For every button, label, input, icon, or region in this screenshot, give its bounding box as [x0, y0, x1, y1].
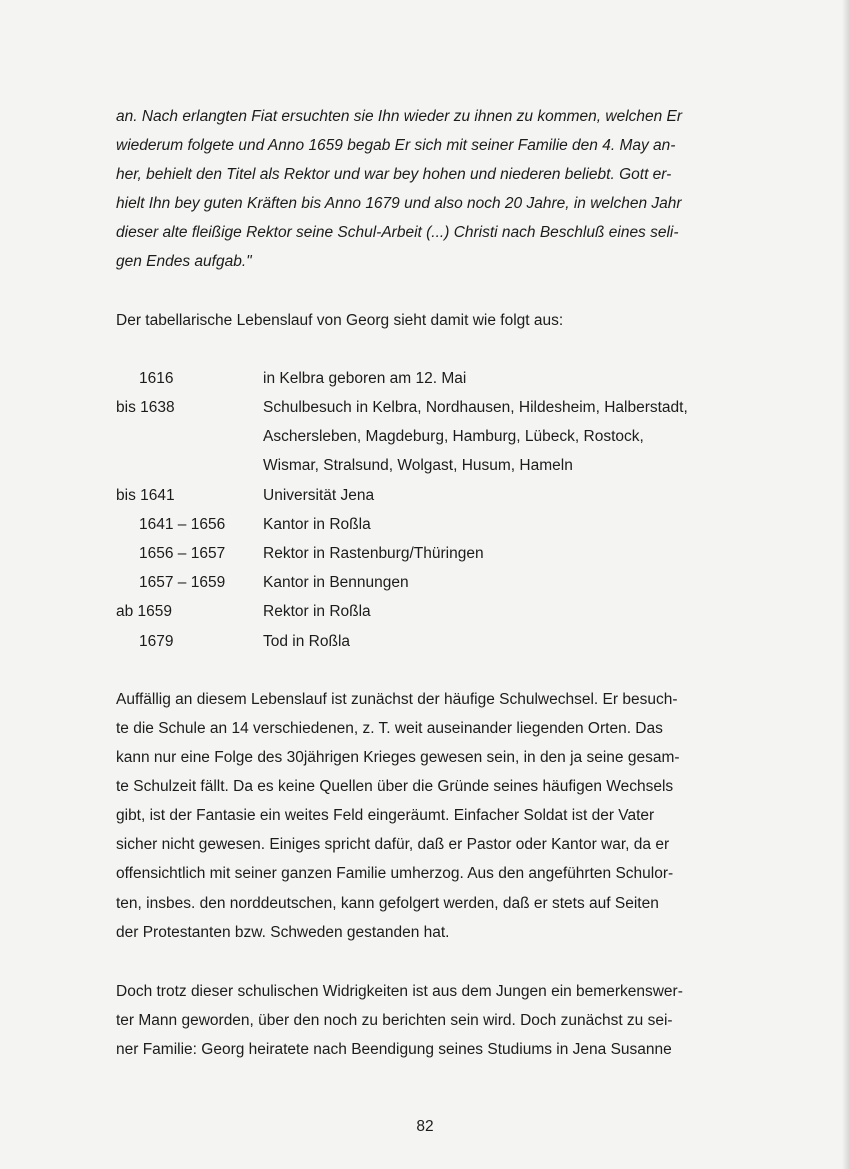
timeline-year: 1616	[139, 370, 174, 387]
timeline-desc: Schulbesuch in Kelbra, Nordhausen, Hildesheim, Halberstadt,	[263, 399, 688, 416]
paragraph-line: ner Familie: Georg heiratete nach Beendigung seines Studiums in Jena Susanne	[116, 1041, 672, 1058]
quote-line: gen Endes aufgab."	[116, 253, 252, 270]
paragraph-line: offensichtlich mit seiner ganzen Familie umherzog. Aus den angeführten Schulor-	[116, 865, 674, 882]
timeline-year: ab 1659	[116, 603, 173, 620]
timeline-year: 1657 – 1659	[139, 574, 226, 591]
paragraph-line: sicher nicht gewesen. Einiges spricht dafür, daß er Pastor oder Kantor war, da er	[116, 836, 670, 853]
quote-line: wiederum folgete und Anno 1659 begab Er sich mit seiner Familie den 4. May an-	[116, 137, 676, 154]
timeline-year: 1641 – 1656	[139, 516, 226, 533]
quote-line: her, behielt den Titel als Rektor und war bey hohen und niederen beliebt. Gott er-	[116, 166, 672, 183]
timeline-desc: Rektor in Rastenburg/Thüringen	[263, 545, 484, 562]
timeline-year: bis 1638	[116, 399, 175, 416]
paragraph-line: ter Mann geworden, über den noch zu berichten sein wird. Doch zunächst zu sei-	[116, 1012, 673, 1029]
timeline-year: 1679	[139, 633, 174, 650]
timeline-year: 1656 – 1657	[139, 545, 226, 562]
paragraph-line: kann nur eine Folge des 30jährigen Krieges gewesen sein, in den ja seine gesam-	[116, 749, 680, 766]
paragraph-line: Auffällig an diesem Lebenslauf ist zunächst der häufige Schulwechsel. Er besuch-	[116, 691, 678, 708]
quote-line: an. Nach erlangten Fiat ersuchten sie Ihn wieder zu ihnen zu kommen, welchen Er	[116, 108, 683, 125]
timeline-intro: Der tabellarische Lebenslauf von Georg sieht damit wie folgt aus:	[116, 312, 564, 329]
timeline-desc: Kantor in Roßla	[263, 516, 371, 533]
page-number: 82	[416, 1118, 434, 1135]
paragraph-line: te Schulzeit fällt. Da es keine Quellen über die Gründe seines häufigen Wechsels	[116, 778, 674, 795]
timeline-desc: Aschersleben, Magdeburg, Hamburg, Lübeck, Rostock,	[263, 428, 644, 445]
timeline-desc: Kantor in Bennungen	[263, 574, 409, 591]
paragraph-line: Doch trotz dieser schulischen Widrigkeiten ist aus dem Jungen ein bemerkenswer-	[116, 983, 683, 1000]
timeline-desc: in Kelbra geboren am 12. Mai	[263, 370, 467, 387]
paragraph-line: te die Schule an 14 verschiedenen, z. T. weit auseinander liegenden Orten. Das	[116, 720, 663, 737]
timeline-desc: Tod in Roßla	[263, 633, 351, 650]
timeline-desc: Universität Jena	[263, 487, 375, 504]
timeline-desc: Rektor in Roßla	[263, 603, 371, 620]
timeline-desc: Wismar, Stralsund, Wolgast, Husum, Hameln	[263, 457, 573, 474]
paragraph-line: ten, insbes. den norddeutschen, kann gefolgert werden, daß er stets auf Seiten	[116, 895, 659, 912]
paragraph-line: gibt, ist der Fantasie ein weites Feld eingeräumt. Einfacher Soldat ist der Vater	[116, 807, 655, 824]
quote-line: dieser alte fleißige Rektor seine Schul-Arbeit (...) Christi nach Beschluß eines seli-	[116, 224, 679, 241]
paragraph-line: der Protestanten bzw. Schweden gestanden hat.	[116, 924, 450, 941]
quote-line: hielt Ihn bey guten Kräften bis Anno 1679 und also noch 20 Jahre, in welchen Jahr	[116, 195, 682, 212]
scan-edge	[842, 0, 850, 1169]
timeline-year: bis 1641	[116, 487, 175, 504]
